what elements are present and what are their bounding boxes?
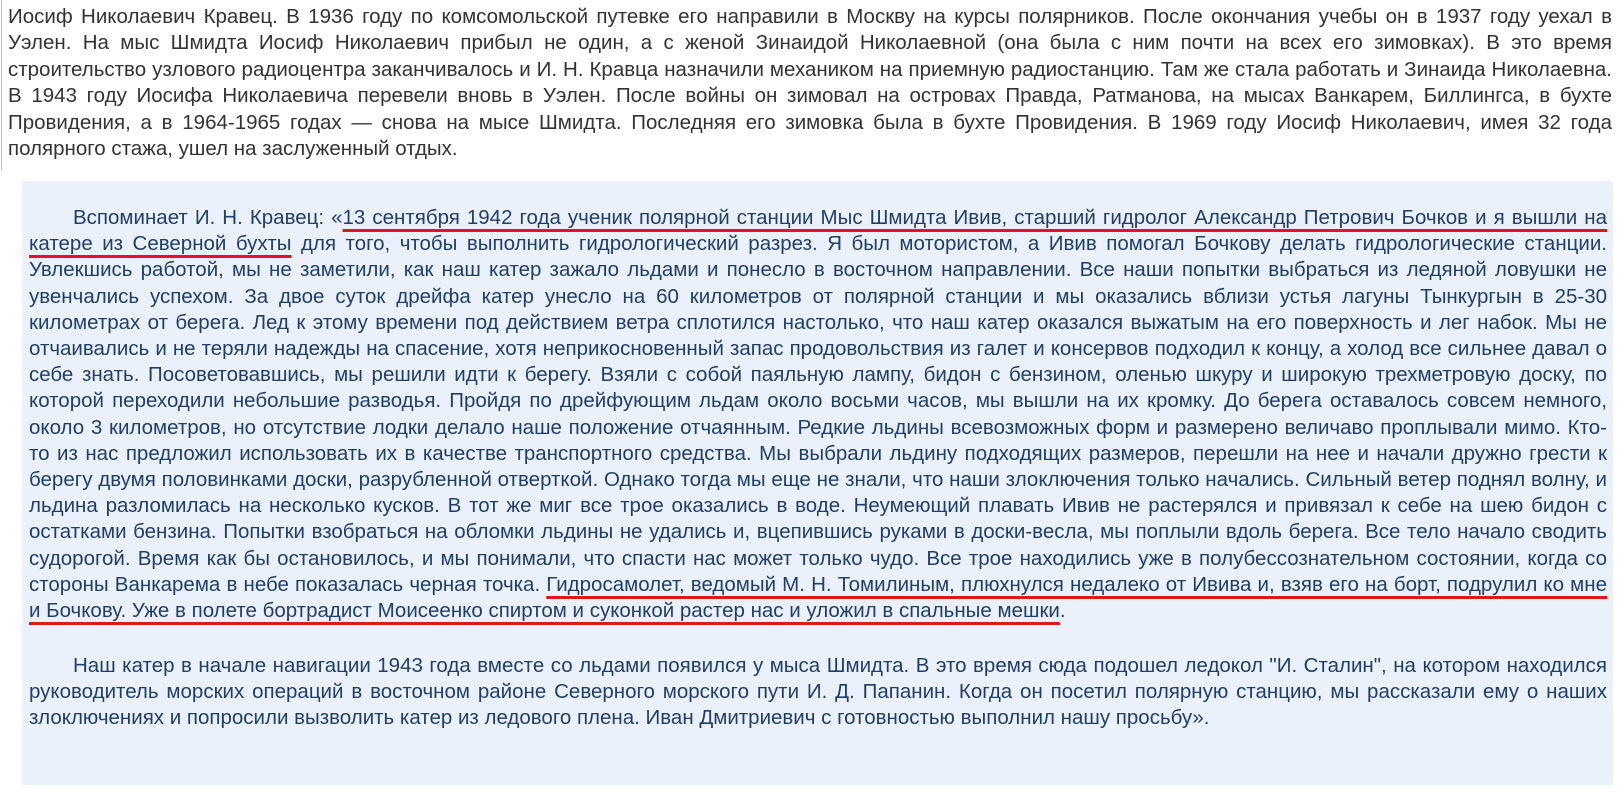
- left-border-rule: [1, 0, 2, 170]
- quote-block: [21, 181, 1613, 785]
- underlined-passage-1: 13 сентября 1942 года ученик полярной станции Мыс Шмидта Ивив, старший гидролог Александр Петрович Бочков и я вышли на катере из Северной бухты: [29, 206, 1607, 256]
- quote-opening: Вспоминает И. Н. Кравец: «: [73, 206, 343, 229]
- quote-period: .: [1059, 599, 1066, 623]
- quote-body: для того, чтобы выполнить гидрологический разрез. Я был мотористом, а Ивив помогал Бочкову делать гидрологические станции. Увлекшись работой, мы не заметили, как наш катер зажало льдами и понесло в восточном направлении. Все наши попытки выбраться из ледяной ловушки не увенчались успехом. За двое суток дрейфа катер унесло на 60 километров от полярной станции и мы оказались вблизи устья лагуны Тынкургын в 25-30 километрах от берега. Лед к этому времени под действием ветра сплотился настолько, что наш катер оказался выжатым на его поверхность и лег набок. Мы не отчаивались и не теряли надежды на спасение, хотя неприкосновенный запас продовольствия из галет и консервов подходил к концу, а холод все сильнее давал о себе знать. Посоветовавшись, мы решили идти к берегу. Взяли с собой паяльную лампу, бидон с бензином, оленью шкуру и широкую трехметровую доску, по которой переходили небольшие разводья. Пройдя по дрейфующим льдам около восьми часов, мы вышли на их кромку. До берега оставалось совсем немного, около 3 километров, но отсутствие лодки делало наше положение отчаянным. Редкие льдины всевозможных форм и размерено величаво проплывали мимо. Кто-то из нас предложил использовать их в качестве транспортного средства. Мы выбрали льдину подходящих размеров, перешли на нее и начали дружно грести к берегу двумя половинками доски, разрубленной отверткой. Однако тогда мы еще не знали, что наши злоключения только начались. Сильный ветер поднял волну, и льдина разломилась на несколько кусков. В тот же миг все трое оказались в воде. Неумеющий плавать Ивив не растерялся и привязал к себе на шею бидон с остатками бензина. Попытки взобраться на обломки льдины не удались и, вцепившись руками в доски-весла, мы поплыли вдоль берега. Все тело начало сводить судорогой. Время как бы остановилось, и мы понимали, что спасти нас может только чудо. Все трое находились уже в полубессознательном состоянии, когда со стороны Ванкарема в небе показалась черная точка.: [29, 232, 1607, 596]
- quote-paragraph-2: Наш катер в начале навигации 1943 года вместе со льдами появился у мыса Шмидта. В это время сюда подошел ледокол "И. Сталин", на котором находился руководитель морских операций в восточном районе Северного морского пути И. Д. Папанин. Когда он посетил полярную станцию, мы рассказали ему о наших злоключениях и попросили вызволить катер из ледового плена. Иван Дмитриевич с готовностью выполнил нашу просьбу».: [29, 654, 1607, 730]
- quote-paragraph-1: [29, 205, 1607, 624]
- intro-paragraph: Иосиф Николаевич Кравец. В 1936 году по комсомольской путевке его направили в Москву на курсы полярников. После окончания учебы он в 1937 году уехал в Уэлен. На мыс Шмидта Иосиф Николаевич прибыл не один, а с женой Зинаидой Николаевной (она была с ним почти на всех его зимовках). В это время строительство узлового радиоцентра заканчивалось и И. Н. Кравца назначили механиком на приемную радиостанцию. Там же стала работать и Зинаида Николаевна. В 1943 году Иосифа Николаевича перевели вновь в Уэлен. После войны он зимовал на островах Правда, Ратманова, на мысах Ванкарем, Биллингса, в бухте Провидения, а в 1964-1965 годах — снова на мысе Шмидта. Последняя его зимовка была в бухте Провидения. В 1969 году Иосиф Николаевич, имея 32 года полярного стажа, ушел на заслуженный отдых.: [8, 5, 1612, 161]
- underlined-passage-2: Гидросамолет, ведомый М. Н. Томилиным, плюхнулся недалеко от Ивива и, взяв его на борт, подрулил ко мне и Бочкову. Уже в полете бортрадист Моисеенко спиртом и суконкой растер нас и уложил в спальные мешки: [29, 572, 1607, 623]
